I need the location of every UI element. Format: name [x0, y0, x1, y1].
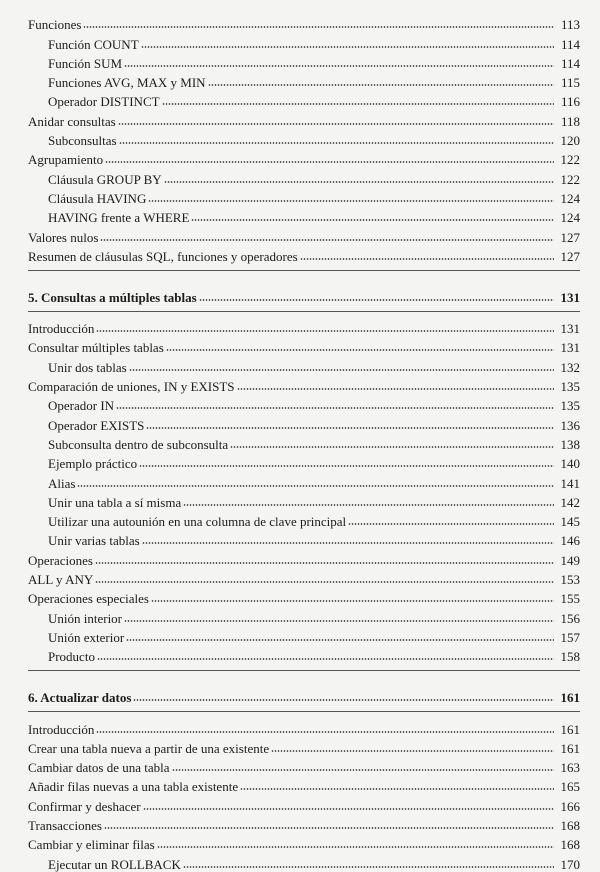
dot-leader: [96, 730, 554, 734]
chapter-heading: [28, 271, 580, 311]
toc-entry-comparacion-de-uniones-in-y-exists: [28, 375, 580, 394]
toc-entry-page-number: 127: [560, 229, 580, 245]
toc-entry-title: Producto: [48, 649, 95, 665]
toc-entry-unir-dos-tablas: [28, 355, 580, 374]
toc-entry-consultar-multiples-tablas: [28, 336, 580, 355]
toc-entry-valores-nulos: [28, 225, 580, 244]
toc-entry-resumen-de-clausulas-sql-funciones-y-operadores: [28, 245, 580, 264]
dot-leader: [348, 522, 554, 526]
toc-entry-page-number: 157: [560, 629, 580, 645]
toc-entry-title: Utilizar una autounión en una columna de clave principal: [48, 514, 347, 530]
toc-entry-page-number: 168: [560, 837, 580, 853]
dot-leader: [95, 580, 554, 584]
toc-entry-title: Crear una tabla nueva a partir de una existente: [28, 740, 270, 756]
toc-entry-title: Cambiar datos de una tabla: [28, 760, 170, 776]
dot-leader: [124, 619, 554, 623]
dot-leader: [151, 599, 554, 603]
toc-entry-title: ALL y ANY: [28, 572, 94, 588]
toc-entry-page-number: 168: [560, 817, 580, 833]
toc-entry-page-number: 141: [560, 475, 580, 491]
chapter-title: 6. Actualizar datos: [28, 690, 132, 706]
table-of-contents: [28, 13, 580, 872]
toc-entry-page-number: 146: [560, 533, 580, 549]
toc-entry-title: HAVING frente a WHERE: [48, 210, 190, 226]
toc-entry-subconsultas: [28, 129, 580, 148]
toc-entry-all-y-any: [28, 568, 580, 587]
toc-entry-page-number: 132: [560, 359, 580, 375]
toc-entry-page-number: 166: [560, 798, 580, 814]
toc-entry-ejemplo-practico: [28, 452, 580, 471]
toc-entry-page-number: 140: [560, 456, 580, 472]
toc-entry-title: Cambiar y eliminar filas: [28, 837, 155, 853]
toc-entry-page-number: 161: [560, 740, 580, 756]
toc-entry-page-number: 131: [560, 340, 580, 356]
toc-entry-introduccion: [28, 317, 580, 336]
dot-leader: [164, 180, 554, 184]
dot-leader: [105, 160, 554, 164]
toc-entry-title: Resumen de cláusulas SQL, funciones y operadores: [28, 248, 298, 264]
dot-leader: [183, 503, 554, 507]
chapter-row-6-actualizar-datos: [28, 690, 580, 705]
toc-entry-union-interior: [28, 606, 580, 625]
toc-entry-title: Funciones: [28, 17, 82, 33]
toc-entry-title: Unión interior: [48, 610, 123, 626]
toc-entry-introduccion: [28, 717, 580, 736]
toc-entry-producto: [28, 645, 580, 664]
toc-entry-title: Agrupamiento: [28, 152, 104, 168]
dot-leader: [100, 238, 554, 242]
chapter-page-number: 161: [560, 690, 580, 706]
toc-entry-title: Alias: [48, 475, 76, 491]
toc-entry-transacciones: [28, 814, 580, 833]
chapter-heading: [28, 671, 580, 711]
toc-entry-title: Consultar múltiples tablas: [28, 340, 164, 356]
toc-entry-cambiar-datos-de-una-tabla: [28, 756, 580, 775]
toc-entry-page-number: 136: [560, 417, 580, 433]
toc-entry-title: Subconsulta dentro de subconsulta: [48, 436, 229, 452]
toc-entry-anadir-filas-nuevas-a-una-tabla-existente: [28, 775, 580, 794]
toc-entry-title: Operador IN: [48, 398, 115, 414]
toc-entry-page-number: 149: [560, 552, 580, 568]
toc-entry-clausula-group-by: [28, 167, 580, 186]
toc-entry-title: Ejemplo práctico: [48, 456, 138, 472]
dot-leader: [143, 807, 554, 811]
toc-entry-funcion-sum: [28, 52, 580, 71]
toc-entry-page-number: 122: [560, 152, 580, 168]
dot-leader: [142, 541, 554, 545]
dot-leader: [104, 826, 554, 830]
dot-leader: [148, 199, 554, 203]
toc-entry-page-number: 135: [560, 398, 580, 414]
dot-leader: [95, 561, 554, 565]
dot-leader: [126, 638, 554, 642]
toc-entry-union-exterior: [28, 626, 580, 645]
toc-entry-title: Valores nulos: [28, 229, 99, 245]
toc-entry-cambiar-y-eliminar-filas: [28, 833, 580, 852]
toc-entry-page-number: 153: [560, 572, 580, 588]
toc-entry-page-number: 114: [560, 55, 580, 71]
toc-entry-title: Ejecutar un ROLLBACK: [48, 856, 181, 872]
toc-entry-title: Operaciones: [28, 552, 93, 568]
toc-entry-page-number: 145: [560, 514, 580, 530]
dot-leader: [162, 102, 554, 106]
toc-entry-page-number: 163: [560, 760, 580, 776]
toc-entry-title: Añadir filas nuevas a una tabla existente: [28, 779, 239, 795]
dot-leader: [133, 698, 554, 702]
toc-entry-page-number: 135: [560, 379, 580, 395]
dot-leader: [183, 865, 554, 869]
dot-leader: [97, 657, 554, 661]
toc-entry-title: Función SUM: [48, 55, 123, 71]
toc-entry-title: Cláusula HAVING: [48, 190, 147, 206]
toc-entry-funcion-count: [28, 32, 580, 51]
toc-entry-title: Unión exterior: [48, 629, 125, 645]
toc-entry-utilizar-una-autounion-en-una-columna-de-clave-principal: [28, 510, 580, 529]
toc-entry-page-number: 115: [560, 75, 580, 91]
toc-entry-unir-varias-tablas: [28, 529, 580, 548]
toc-entry-page-number: 127: [560, 248, 580, 264]
dot-leader: [146, 426, 554, 430]
toc-entry-having-frente-a-where: [28, 206, 580, 225]
toc-entry-page-number: 120: [560, 133, 580, 149]
dot-leader: [116, 406, 554, 410]
dot-leader: [166, 348, 554, 352]
toc-entry-title: Función COUNT: [48, 36, 139, 52]
toc-entry-page-number: 138: [560, 436, 580, 452]
dot-leader: [230, 445, 554, 449]
dot-leader: [208, 83, 554, 87]
dot-leader: [199, 298, 554, 302]
toc-entry-title: Transacciones: [28, 817, 102, 833]
dot-leader: [157, 845, 554, 849]
toc-entry-confirmar-y-deshacer: [28, 794, 580, 813]
dot-leader: [172, 768, 554, 772]
toc-entry-title: Operaciones especiales: [28, 591, 149, 607]
dot-leader: [77, 484, 554, 488]
dot-leader: [237, 387, 554, 391]
toc-entry-page-number: 131: [560, 321, 580, 337]
toc-entry-title: Unir dos tablas: [48, 359, 127, 375]
toc-entry-alias: [28, 471, 580, 490]
toc-entry-operador-exists: [28, 413, 580, 432]
dot-leader: [129, 368, 554, 372]
toc-entry-operaciones-especiales: [28, 587, 580, 606]
toc-entry-title: Operador EXISTS: [48, 417, 145, 433]
toc-entry-title: Funciones AVG, MAX y MIN: [48, 75, 206, 91]
toc-entry-title: Anidar consultas: [28, 113, 116, 129]
toc-entry-funciones-avg-max-y-min: [28, 71, 580, 90]
dot-leader: [271, 749, 554, 753]
chapter-title: 5. Consultas a múltiples tablas: [28, 289, 197, 305]
dot-leader: [119, 141, 554, 145]
toc-entry-page-number: 122: [560, 171, 580, 187]
dot-leader: [118, 122, 554, 126]
chapter-row-5-consultas-a-multiples-tablas: [28, 290, 580, 305]
toc-entry-operador-distinct: [28, 90, 580, 109]
dot-leader: [124, 64, 554, 68]
toc-entry-ejecutar-un-rollback: [28, 852, 580, 871]
toc-entry-page-number: 118: [560, 113, 580, 129]
toc-entry-page-number: 165: [560, 779, 580, 795]
toc-entry-page-number: 142: [560, 494, 580, 510]
dot-leader: [240, 787, 554, 791]
dot-leader: [96, 329, 554, 333]
toc-entry-crear-una-tabla-nueva-a-partir-de-una-existente: [28, 737, 580, 756]
toc-entry-title: Comparación de uniones, IN y EXISTS: [28, 379, 235, 395]
toc-entry-clausula-having: [28, 187, 580, 206]
toc-entry-unir-una-tabla-a-si-misma: [28, 491, 580, 510]
toc-entry-agrupamiento: [28, 148, 580, 167]
toc-entry-title: Introducción: [28, 721, 95, 737]
toc-entry-page-number: 161: [560, 721, 580, 737]
toc-entry-page-number: 114: [560, 36, 580, 52]
toc-entry-page-number: 113: [560, 17, 580, 33]
toc-entry-page-number: 155: [560, 591, 580, 607]
chapter-page-number: 131: [560, 289, 580, 305]
toc-entry-title: Confirmar y deshacer: [28, 798, 141, 814]
toc-entry-title: Introducción: [28, 321, 95, 337]
dot-leader: [300, 257, 554, 261]
toc-entry-page-number: 156: [560, 610, 580, 626]
toc-entry-funciones: [28, 13, 580, 32]
toc-entry-title: Operador DISTINCT: [48, 94, 160, 110]
toc-entry-page-number: 116: [560, 94, 580, 110]
toc-entry-title: Unir varias tablas: [48, 533, 140, 549]
toc-entry-anidar-consultas: [28, 109, 580, 128]
toc-entry-title: Subconsultas: [48, 133, 117, 149]
toc-entry-operaciones: [28, 548, 580, 567]
dot-leader: [139, 464, 554, 468]
toc-entry-title: Unir una tabla a sí misma: [48, 494, 182, 510]
toc-entry-operador-in: [28, 394, 580, 413]
dot-leader: [191, 218, 554, 222]
dot-leader: [83, 25, 554, 29]
toc-entry-subconsulta-dentro-de-subconsulta: [28, 433, 580, 452]
toc-entry-page-number: 158: [560, 649, 580, 665]
toc-entry-page-number: 124: [560, 210, 580, 226]
toc-entry-title: Cláusula GROUP BY: [48, 171, 162, 187]
toc-entry-page-number: 124: [560, 190, 580, 206]
dot-leader: [141, 45, 554, 49]
toc-entry-page-number: 170: [560, 856, 580, 872]
